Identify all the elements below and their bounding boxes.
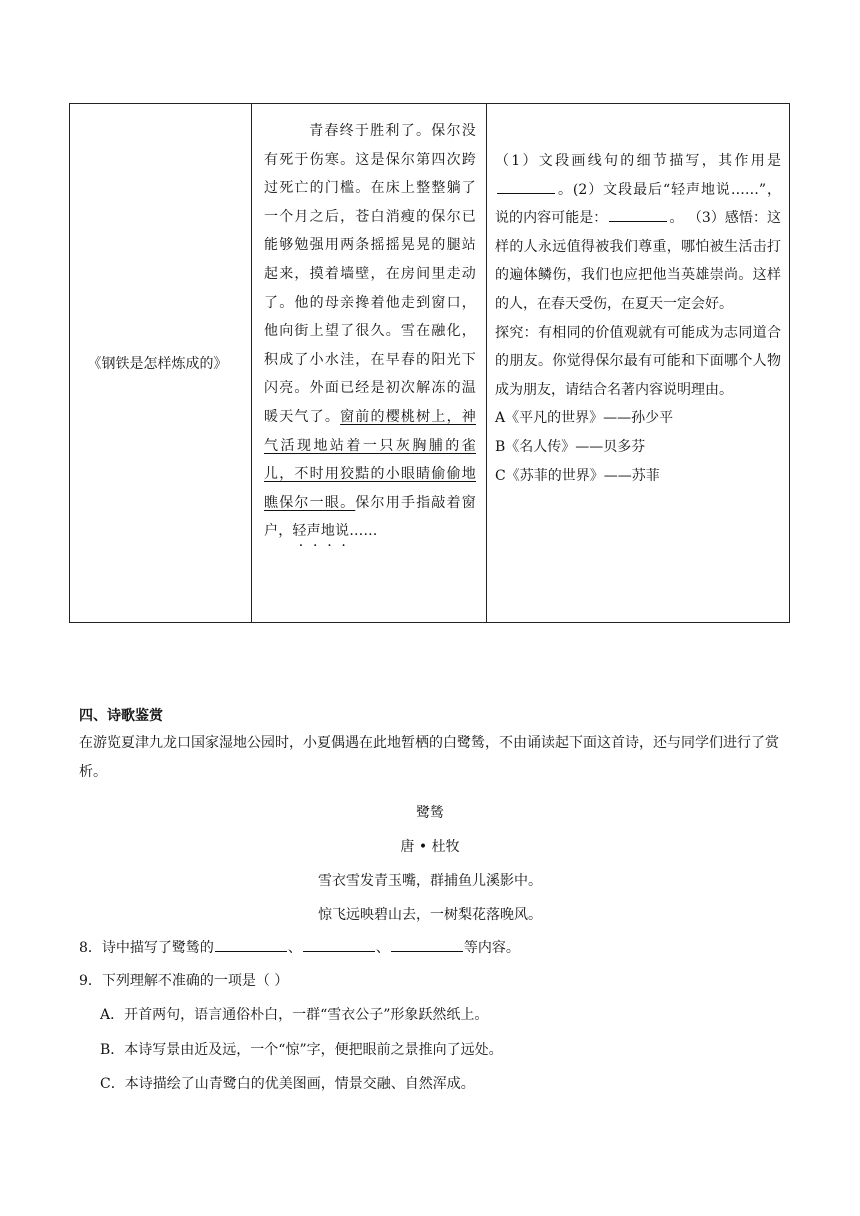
poem-title: 鹭鸶	[416, 805, 444, 821]
question-8	[79, 937, 520, 957]
choice-c: C《苏菲的世界》——苏菲	[495, 467, 660, 484]
q1-text: （1）文段画线句的细节描写，其作用是	[495, 153, 781, 169]
book-cell	[70, 104, 252, 623]
section-title: 四、诗歌鉴赏	[79, 708, 163, 724]
q2-text: 。(2）文段最后“轻声地说……”，说的内容可能是：	[495, 181, 781, 227]
poem-line-2: 惊飞远映碧山去，一树梨花落晚风。	[318, 907, 542, 923]
excerpt-part2: 保尔用手指敲着窗户，	[264, 494, 476, 540]
underlined-sentence: 窗前的樱桃树上，神气活现地站着一只灰胸脯的雀儿，不时用狡黠的小眼睛偷偷地瞧保尔一眼。	[264, 408, 476, 511]
choice-a: A《平凡的世界》——孙少平	[495, 410, 674, 427]
excerpt-cell	[252, 104, 487, 623]
poem-line-1: 雪衣雪发青玉嘴，群捕鱼儿溪影中。	[318, 873, 542, 889]
questions-text	[487, 104, 789, 490]
section-intro: 在游览夏津九龙口国家湿地公园时，小夏偶遇在此地暂栖的白鹭鸶，不由诵读起下面这首诗，还与同学们进行了赏析。	[79, 735, 779, 780]
explore-text: 探究：有相同的价值观就有可能成为志同道合的朋友。你觉得保尔最有可能和下面哪个人物成为朋友，请结合名著内容说明理由。	[495, 324, 781, 398]
excerpt-part1: 青春终于胜利了。保尔没有死于伤寒。这是保尔第四次跨过死亡的门槛。在床上整整躺了一个月之后，苍白消瘦的保尔已能够勉强用两条摇摇晃晃的腿站起来，摸着墙壁，在房间里走动了。他的母亲搀着他走到窗口，他向街上望了很久。雪在融化，积成了小水洼，在早春的阳光下闪亮。外面已经是初次解冻的温暖天气了。	[264, 123, 476, 425]
answer-blank[interactable]	[391, 939, 463, 952]
answer-blank[interactable]	[303, 939, 375, 952]
q9-option-a: A．开首两句，语言通俗朴白，一群“雪衣公子”形象跃然纸上。	[100, 1007, 489, 1023]
q3-text: 。 （3）感悟：这样的人永远值得被我们尊重，哪怕被生活击打的遍体鳞伤，我们也应把他当英雄崇尚。这样的人，在春天受伤，在夏天一定会好。	[495, 210, 782, 312]
q8-sep: 、	[287, 940, 302, 956]
poem-author: 唐 • 杜牧	[400, 839, 460, 855]
questions-cell	[487, 104, 790, 623]
dotted-char: 声	[306, 523, 321, 540]
q8-sep: 、	[375, 940, 390, 956]
dotted-char: 地	[320, 523, 336, 540]
excerpt-ending: ……	[349, 523, 378, 540]
reading-table	[69, 103, 790, 623]
choice-b: B《名人传》——贝多芬	[495, 438, 646, 455]
excerpt-text	[252, 104, 486, 546]
dotted-char: 说	[335, 523, 350, 540]
answer-blank[interactable]	[497, 181, 555, 194]
answer-blank[interactable]	[215, 939, 287, 952]
book-title: 《钢铁是怎样炼成的》	[87, 356, 228, 372]
q9-option-c: C．本诗描绘了山青鹭白的优美图画，情景交融、自然浑成。	[100, 1076, 475, 1092]
answer-blank[interactable]	[609, 209, 667, 222]
dotted-char: 轻	[292, 523, 307, 540]
q8-prefix: 8．诗中描写了鹭鸶的	[79, 940, 214, 956]
q9-option-b: B．本诗写景由近及远，一个“惊”字，便把眼前之景推向了远处。	[100, 1042, 503, 1058]
q8-suffix: 等内容。	[463, 940, 520, 956]
question-9: 9．下列理解不准确的一项是（ ）	[79, 973, 289, 989]
